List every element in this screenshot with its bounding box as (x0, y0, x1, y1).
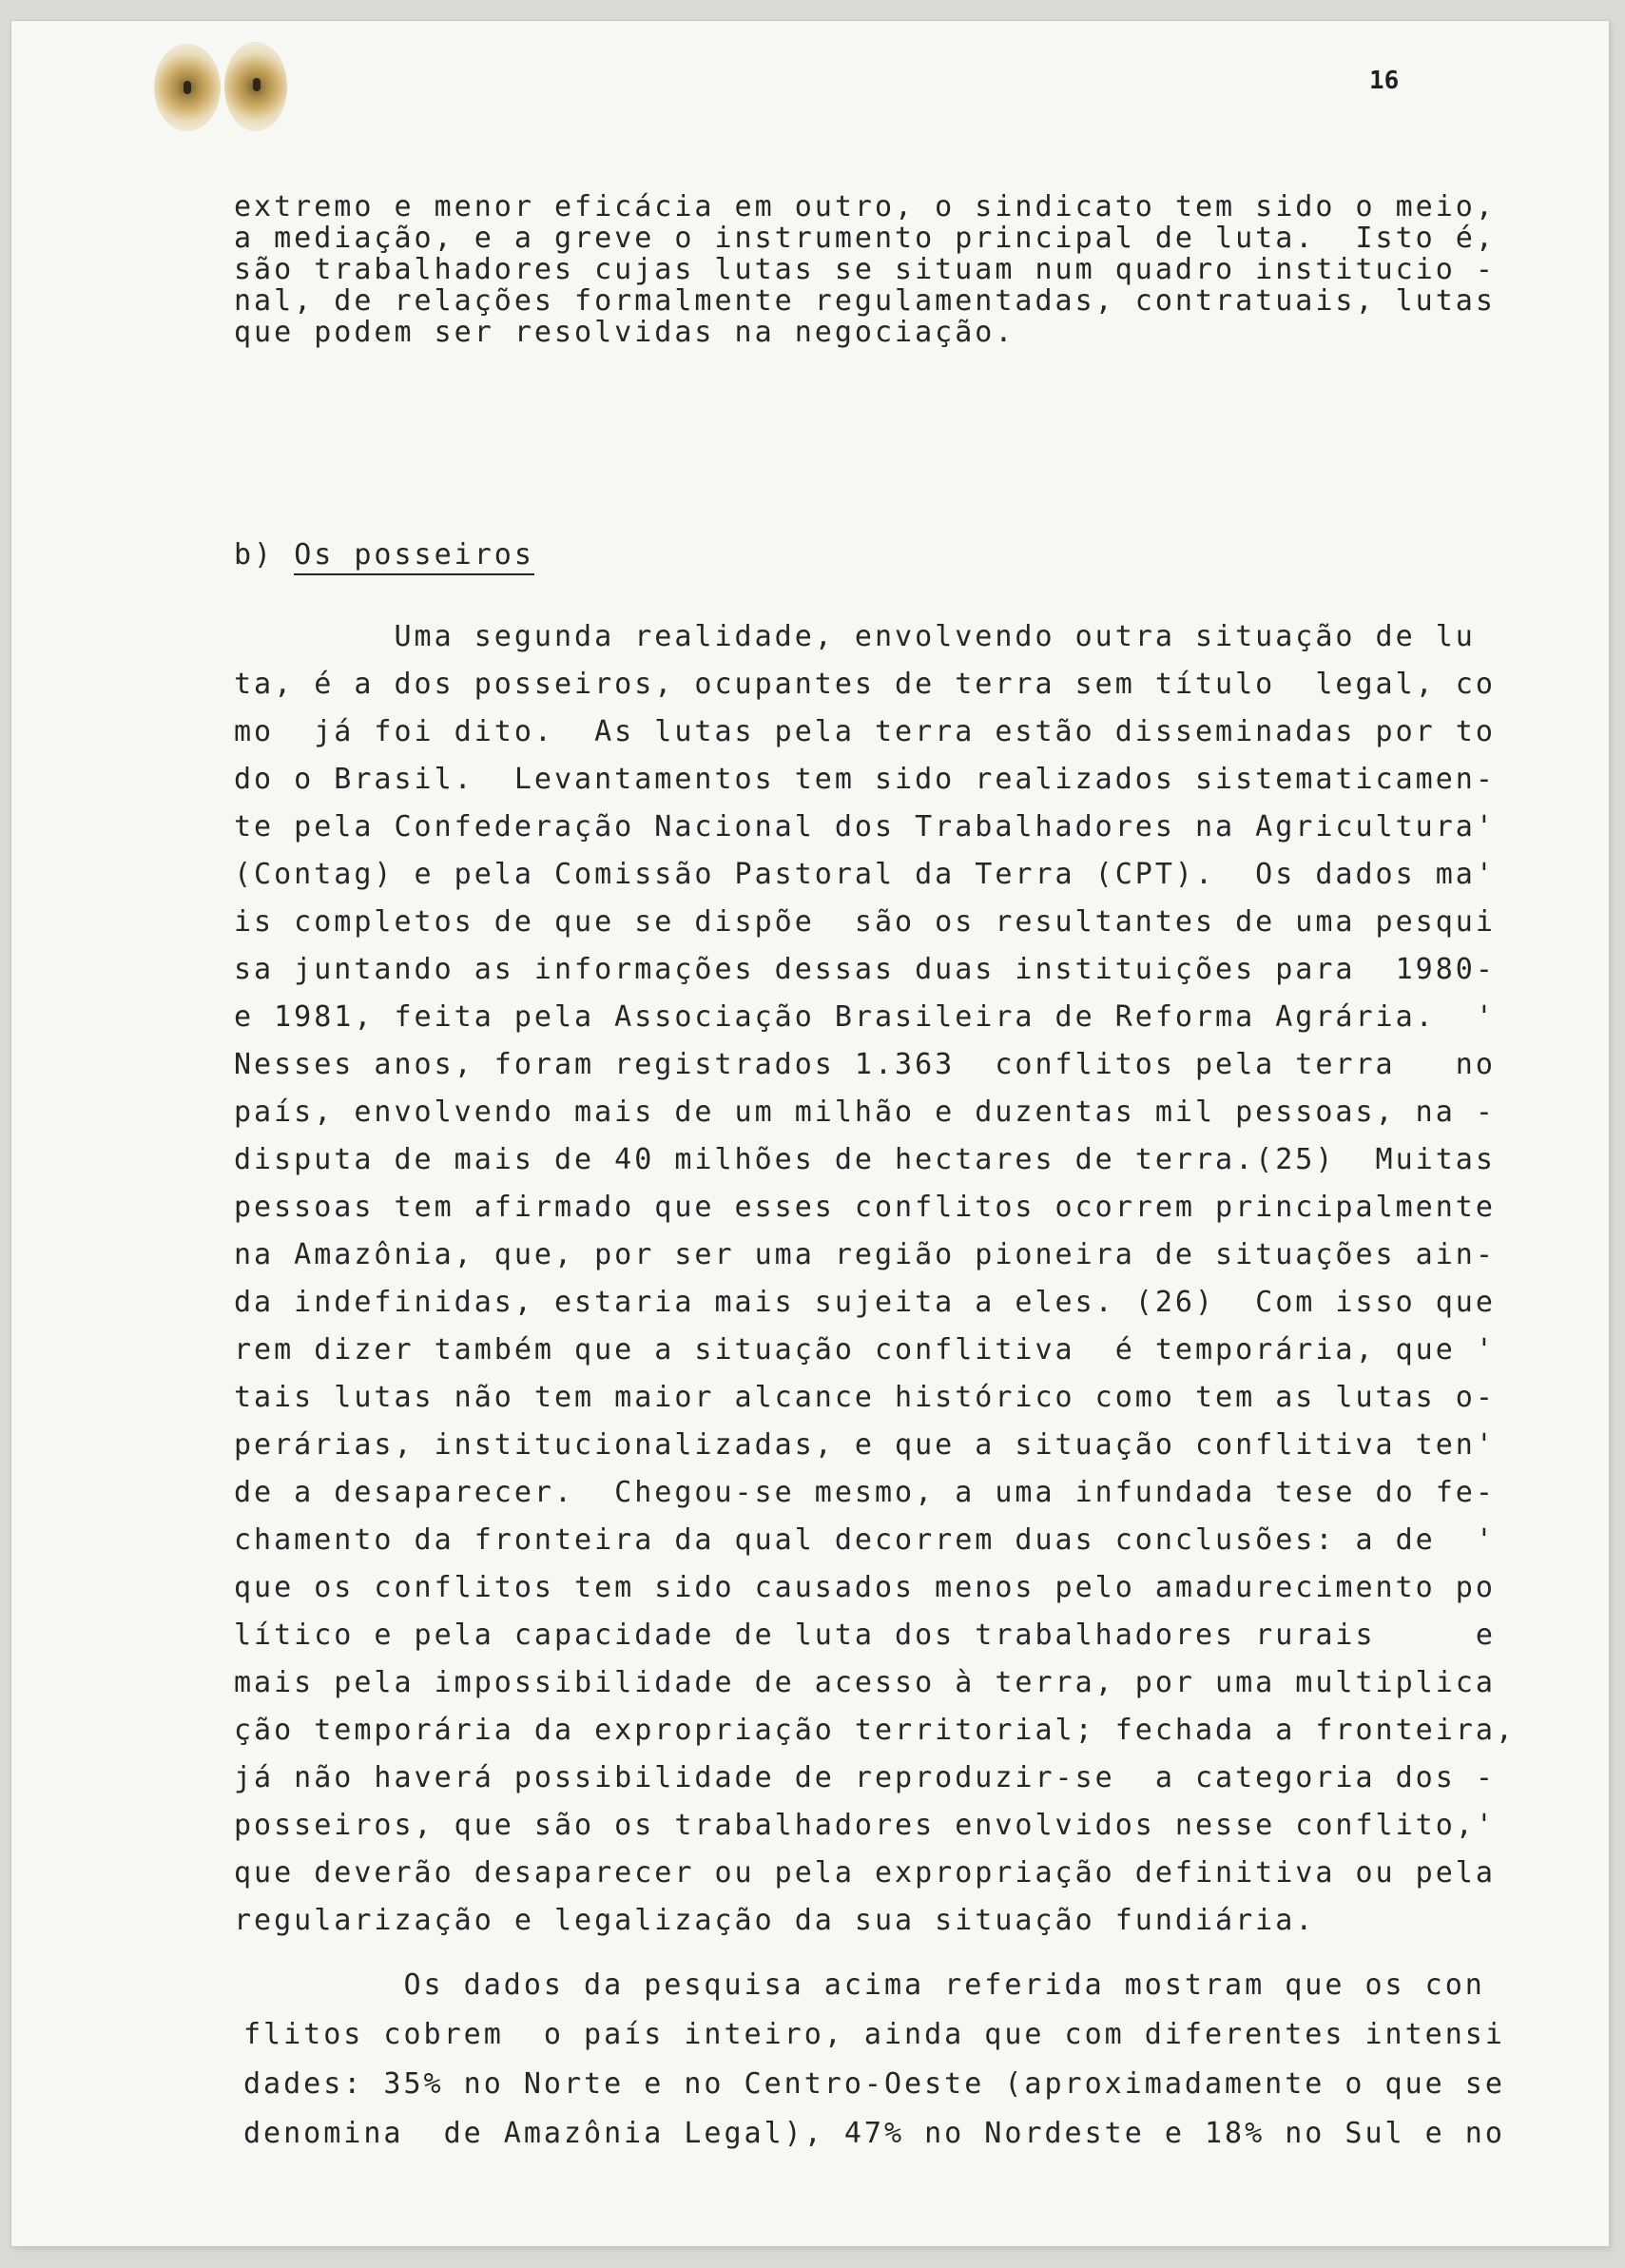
text-line: nal, de relações formalmente regulamentadas, contratuais, lutas (234, 284, 1496, 318)
text-line: dades: 35% no Norte e no Centro-Oeste (aproximadamente o que se (243, 2067, 1505, 2101)
text-line: ta, é a dos posseiros, ocupantes de terra sem título legal, co (234, 668, 1496, 701)
section-heading (234, 538, 534, 572)
text-line: que os conflitos tem sido causados menos pelo amadurecimento po (234, 1571, 1496, 1604)
text-line: extremo e menor eficácia em outro, o sindicato tem sido o meio, (234, 190, 1496, 223)
staple-hole (253, 78, 261, 91)
text-line: (Contag) e pela Comissão Pastoral da Terra (CPT). Os dados ma' (234, 858, 1496, 891)
text-line: is completos de que se dispõe são os resultantes de uma pesqui (234, 905, 1496, 939)
text-line: posseiros, que são os trabalhadores envolvidos nesse conflito,' (234, 1809, 1496, 1842)
text-line: te pela Confederação Nacional dos Trabalhadores na Agricultura' (234, 810, 1496, 843)
section-prefix: b) (234, 538, 275, 572)
text-line: de a desaparecer. Chegou-se mesmo, a uma infundada tese do fe- (234, 1476, 1496, 1509)
text-line: da indefinidas, estaria mais sujeita a eles. (26) Com isso que (234, 1286, 1496, 1319)
text-line: que podem ser resolvidas na negociação. (234, 316, 1016, 349)
text-line: do o Brasil. Levantamentos tem sido realizados sistematicamen- (234, 763, 1496, 796)
text-line: e 1981, feita pela Associação Brasileira de Reforma Agrária. ' (234, 1000, 1496, 1034)
staple-hole (184, 81, 191, 94)
text-line: ção temporária da expropriação territorial; fechada a fronteira, (234, 1714, 1516, 1747)
text-line: regularização e legalização da sua situação fundiária. (234, 1904, 1316, 1937)
text-line: mo já foi dito. As lutas pela terra estão disseminadas por to (234, 715, 1496, 748)
text-line: perárias, institucionalizadas, e que a situação conflitiva ten' (234, 1428, 1496, 1462)
text-line: Nesses anos, foram registrados 1.363 conflitos pela terra no (234, 1048, 1496, 1081)
text-line: pessoas tem afirmado que esses conflitos ocorrem principalmente (234, 1191, 1496, 1224)
text-line: Uma segunda realidade, envolvendo outra situação de lu (234, 620, 1476, 653)
text-line: flitos cobrem o país inteiro, ainda que com diferentes intensi (243, 2018, 1505, 2051)
section-title: Os posseiros (294, 538, 534, 575)
text-line: lítico e pela capacidade de luta dos trabalhadores rurais e (234, 1619, 1496, 1652)
text-line: rem dizer também que a situação conflitiva é temporária, que ' (234, 1333, 1496, 1367)
text-line: disputa de mais de 40 milhões de hectares de terra.(25) Muitas (234, 1143, 1496, 1176)
text-line: sa juntando as informações dessas duas instituições para 1980- (234, 953, 1496, 986)
text-line: mais pela impossibilidade de acesso à terra, por uma multiplica (234, 1666, 1496, 1699)
text-line: que deverão desaparecer ou pela expropriação definitiva ou pela (234, 1856, 1496, 1890)
text-line: país, envolvendo mais de um milhão e duzentas mil pessoas, na - (234, 1095, 1496, 1129)
text-line: chamento da fronteira da qual decorrem duas conclusões: a de ' (234, 1523, 1496, 1557)
text-line: Os dados da pesquisa acima referida mostram que os con (243, 1968, 1485, 2002)
text-line: já não haverá possibilidade de reproduzir-se a categoria dos - (234, 1761, 1496, 1794)
text-line: denomina de Amazônia Legal), 47% no Nordeste e 18% no Sul e no (243, 2117, 1505, 2150)
text-line: são trabalhadores cujas lutas se situam num quadro institucio - (234, 253, 1496, 286)
text-line: na Amazônia, que, por ser uma região pioneira de situações ain- (234, 1238, 1496, 1271)
page-number: 16 (1369, 67, 1400, 95)
text-line: a mediação, e a greve o instrumento principal de luta. Isto é, (234, 222, 1496, 255)
text-line: tais lutas não tem maior alcance histórico como tem as lutas o- (234, 1381, 1496, 1414)
